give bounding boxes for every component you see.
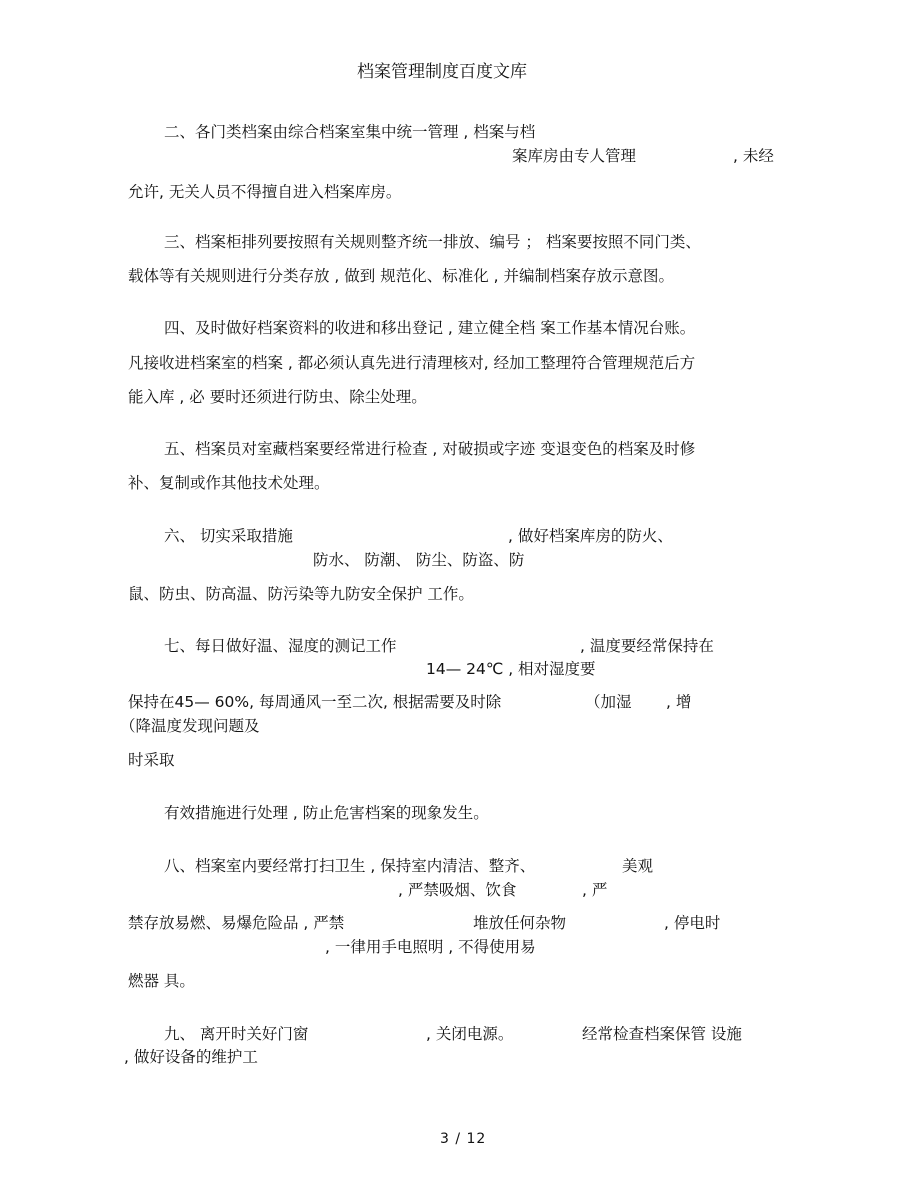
text-line: 凡接收进档案室的档案 , 都必须认真先进行清理核对, 经加工整理符合管理规范后方 [128, 354, 696, 372]
text-line: 七、每日做好温、湿度的测记工作 [164, 637, 397, 655]
text-line: 燃器 具。 [128, 972, 195, 990]
text-line: 鼠、防虫、防高温、防污染等九防安全保护 工作。 [128, 585, 474, 603]
text-line: , 增 [666, 693, 692, 711]
text-line: , 做好设备的维护工 [124, 1048, 258, 1066]
text-line: , 停电时 [664, 914, 721, 932]
text-line: , 未经 [733, 147, 774, 165]
text-line: 保持在45— 60%, 每周通风一至二次, 根据需要及时除 [128, 693, 502, 711]
text-line: 有效措施进行处理 , 防止危害档案的现象发生。 [164, 804, 489, 822]
text-line: 三、档案柜排列要按照有关规则整齐统一排放、编号 ； 档案要按照不同门类、 [164, 233, 701, 251]
text-line: 防水、 防潮、 防尘、防盗、防 [313, 551, 525, 569]
text-line: （加湿 [585, 693, 632, 711]
text-line: 14— 24℃ , 相对湿度要 [426, 660, 596, 678]
text-line: 九、 离开时关好门窗 [164, 1025, 309, 1043]
text-line: 美观 [622, 857, 654, 875]
text-line: 堆放任何杂物 [473, 914, 567, 932]
text-line: 时采取 [128, 751, 175, 769]
text-line: 禁存放易燃、易爆危险品 , 严禁 [128, 914, 345, 932]
text-line: 经常检查档案保管 设施 [582, 1025, 742, 1043]
text-line: 载体等有关规则进行分类存放 , 做到 规范化、标准化 , 并编制档案存放示意图。 [128, 267, 674, 285]
text-line: 案库房由专人管理 [512, 147, 637, 165]
text-line: 六、 切实采取措施 [164, 527, 293, 545]
text-line: , 做好档案库房的防火、 [508, 527, 673, 545]
text-line: 四、及时做好档案资料的收进和移出登记 , 建立健全档 案工作基本情况台账。 [164, 319, 696, 337]
text-line: , 一律用手电照明 , 不得使用易 [325, 938, 536, 956]
text-line: 二、各门类档案由综合档案室集中统一管理 , 档案与档 [164, 123, 536, 141]
text-line: （降温度发现问题及 [120, 717, 260, 735]
text-line: 允许, 无关人员不得擅自进入档案库房。 [128, 183, 402, 201]
text-line: 八、档案室内要经常打扫卫生 , 保持室内清洁、整齐、 [164, 857, 536, 875]
page-number: 3 / 12 [440, 1131, 487, 1147]
text-line: , 严禁吸烟、饮食 [398, 881, 517, 899]
text-line: , 严 [582, 881, 608, 899]
text-line: , 关闭电源。 [426, 1025, 514, 1043]
text-line: , 温度要经常保持在 [580, 637, 714, 655]
text-line: 能入库 , 必 要时还须进行防虫、除尘处理。 [128, 388, 427, 406]
text-line: 补、复制或作其他技术处理。 [128, 474, 330, 492]
document-title: 档案管理制度百度文库 [357, 62, 527, 82]
text-line: 五、档案员对室藏档案要经常进行检查 , 对破损或字迹 变退变色的档案及时修 [164, 440, 696, 458]
